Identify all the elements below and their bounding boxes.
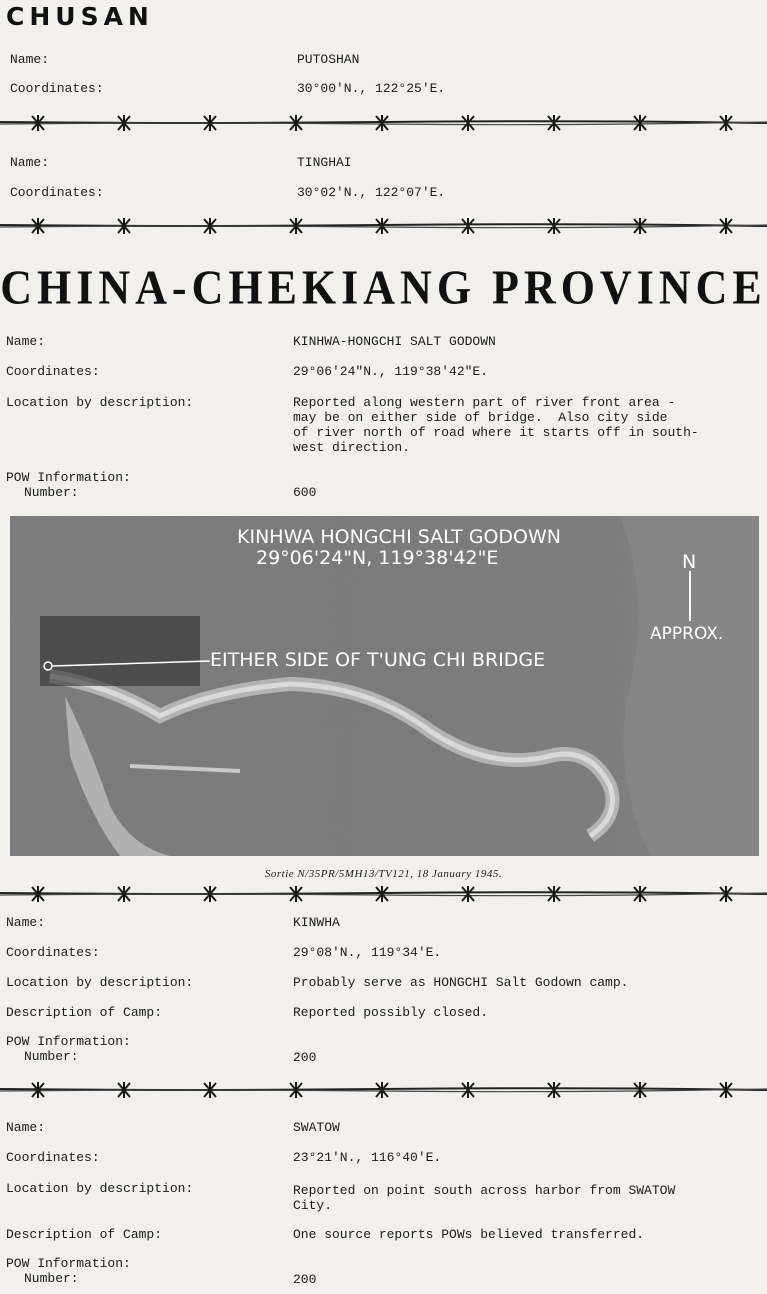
barb [548,1082,560,1098]
entry-description: One source reports POWs believed transferred. [293,1227,645,1242]
entry-coordinates: 23°21'N., 116°40'E. [293,1150,442,1165]
barb [462,218,474,234]
location-label: Location by description: [6,395,194,410]
entry-number: 600 [293,485,317,500]
aerial-photograph [10,516,759,856]
coordinates-label: Coordinates: [10,185,104,200]
description-label: Description of Camp: [6,1005,163,1020]
entry-number: 200 [293,1050,317,1065]
barbed-wire-divider [0,113,767,133]
pow-information-label: POW Information: [6,470,131,485]
location-label: Location by description: [6,975,194,990]
entry-name: KINWHA [293,915,340,930]
photo-title-line-2: 29°06'24"N, 119°38'42"E [256,547,499,569]
barbed-wire-divider [0,216,767,236]
section-heading: CHUSAN [6,2,154,31]
pow-information-label: POW Information: [6,1256,131,1271]
barb [634,1082,646,1098]
entry-coordinates: 30°02'N., 122°07'E. [297,185,446,200]
name-label: Name: [10,155,50,170]
barbed-wire-divider [0,1080,767,1100]
pow-information-label: POW Information: [6,1034,131,1049]
barb [634,886,646,902]
name-label: Name: [6,1120,46,1135]
coordinates-label: Coordinates: [6,945,100,960]
entry-location: Probably serve as HONGCHI Salt Godown camp. [293,975,629,990]
barb [462,115,474,131]
coordinates-label: Coordinates: [6,364,100,379]
entry-coordinates: 30°00'N., 122°25'E. [297,81,446,96]
barb [462,1082,474,1098]
barbed-wire-divider [0,884,767,904]
photo-title-line-1: KINHWA HONGCHI SALT GODOWN [237,526,562,548]
number-label: Number: [24,1049,79,1064]
name-label: Name: [6,334,46,349]
location-label: Location by description: [6,1181,194,1196]
name-label: Name: [10,52,50,67]
number-label: Number: [24,1271,79,1286]
name-label: Name: [6,915,46,930]
entry-name: TINGHAI [297,155,352,170]
entry-name: PUTOSHAN [297,52,360,67]
barb [548,886,560,902]
entry-name: SWATOW [293,1120,340,1135]
barb [462,886,474,902]
entry-coordinates: 29°06'24"N., 119°38'42"E. [293,364,489,379]
entry-description: Reported possibly closed. [293,1005,489,1020]
approx-label: APPROX. [650,624,724,644]
photo-annotation: EITHER SIDE OF T'UNG CHI BRIDGE [210,649,546,671]
barb [548,218,560,234]
number-label: Number: [24,485,79,500]
entry-location: Reported along western part of river front area - may be on either side of bridge. Also city side of river north of road where it starts off in south- west direction. [293,395,699,455]
province-title: CHINA-CHEKIANG PROVINCE [0,260,767,315]
entry-location: Reported on point south across harbor from SWATOW City. [293,1183,676,1213]
entry-number: 200 [293,1272,317,1287]
barb [548,115,560,131]
barb [634,115,646,131]
photo-caption: Sortie N/35PR/5MH13/TV121, 18 January 1945. [264,868,503,880]
coordinates-label: Coordinates: [6,1150,100,1165]
entry-coordinates: 29°08'N., 119°34'E. [293,945,442,960]
entry-name: KINHWA-HONGCHI SALT GODOWN [293,334,496,349]
coordinates-label: Coordinates: [10,81,104,96]
description-label: Description of Camp: [6,1227,163,1242]
barb [634,218,646,234]
north-arrow-label: N [682,551,697,573]
